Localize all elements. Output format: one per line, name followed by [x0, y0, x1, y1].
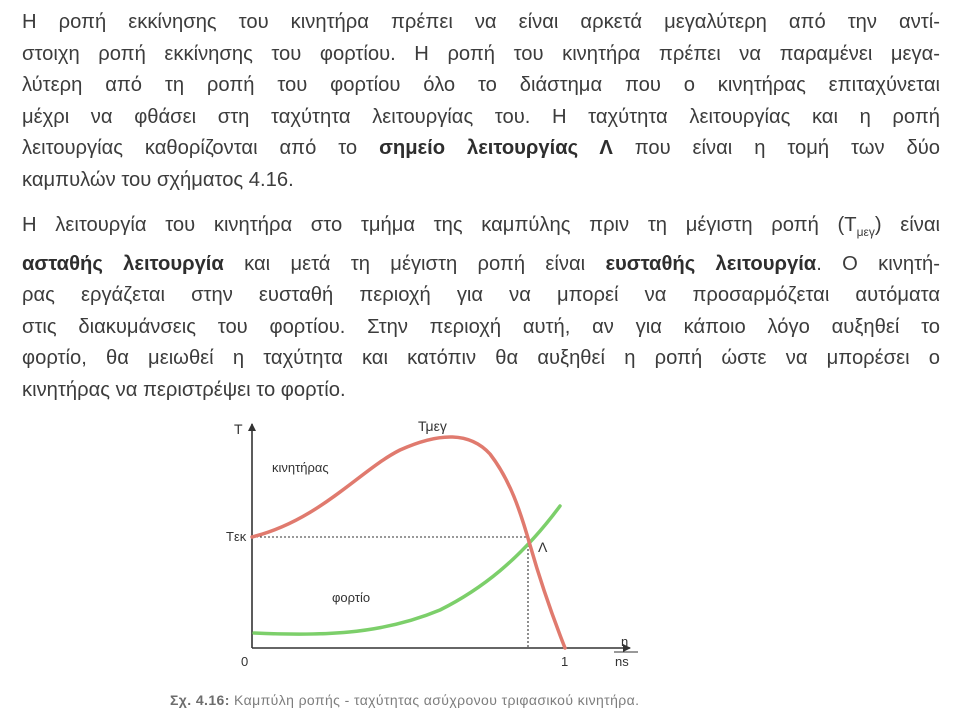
text-span: και μετά τη μέγιστη ροπή είναι — [223, 252, 606, 275]
text-line — [22, 249, 940, 281]
text-line: καμπυλών του σχήματος 4.16. — [22, 168, 294, 191]
operating-point-label: Λ — [538, 539, 548, 555]
bold-term-unstable: ασταθής λειτουργία — [22, 252, 224, 275]
text-line — [22, 210, 940, 249]
bold-term-operating-point: σημείο λειτουργίας Λ — [379, 137, 613, 159]
load-label: φορτίο — [332, 590, 371, 605]
torque-speed-diagram — [200, 410, 680, 690]
text-line: στοιχη ροπή εκκίνησης του φορτίου. Η ροπή του κινητήρα πρέπει να παραμένει μεγα- — [22, 42, 940, 65]
text-line — [22, 133, 940, 165]
paragraph-2 — [22, 210, 940, 406]
text-line: ρας εργάζεται στην ευσταθή περιοχή για να μπορεί να προσαρμόζεται αυτόματα — [22, 284, 940, 306]
x-axis-label-num: n — [621, 634, 629, 649]
torque-speed-figure — [200, 410, 680, 690]
text-span: Η λειτουργία του κινητήρα στο τμήμα της καμπύλης πριν τη μέγιστη ροπή (T — [22, 214, 857, 236]
origin-label: 0 — [241, 654, 249, 669]
text-line: μέχρι να φθάσει στη ταχύτητα λειτουργίας του. Η ταχύτητα λειτουργίας και η ροπή — [22, 105, 940, 128]
caption-number: Σχ. 4.16: — [170, 692, 230, 708]
text-line: λύτερη από τη ροπή του φορτίου όλο το διάστημα που ο κινητήρας επιταχύνεται — [22, 74, 940, 96]
text-line: κινητήρας να περιστρέψει το φορτίο. — [22, 378, 346, 401]
paragraph-1 — [22, 7, 940, 196]
motor-label: κινητήρας — [272, 460, 329, 475]
text-span: που είναι η τομή των δύο — [612, 137, 940, 159]
start-torque-label: Tεκ — [226, 529, 247, 544]
tmax-label: Τμεγ — [418, 418, 447, 434]
subscript-meg: μεγ — [856, 225, 875, 239]
text-span: λειτουργίας καθορίζονται από το — [22, 137, 380, 159]
text-span: . Ο κινητή- — [816, 252, 940, 275]
text-line: φορτίο, θα μειωθεί η ταχύτητα και κατόπιν θα αυξηθεί η ροπή ώστε να μπορέσει ο — [22, 347, 940, 369]
text-line: στις διακυμάνσεις του φορτίου. Στην περιοχή αυτή, αν για κάποιο λόγο αυξηθεί το — [22, 315, 940, 338]
y-axis-label: T — [234, 421, 243, 437]
bold-term-stable: ευσταθής λειτουργία — [605, 252, 817, 275]
figure-caption — [170, 692, 639, 708]
text-span: ) είναι — [874, 214, 941, 236]
caption-text: Καμπύλη ροπής - ταχύτητας ασύχρονου τριφασικού κινητήρα. — [229, 692, 640, 708]
text-line: Η ροπή εκκίνησης του κινητήρα πρέπει να είναι αρκετά μεγαλύτερη από την αντί- — [22, 11, 940, 33]
x-tick-one-label: 1 — [561, 654, 569, 669]
x-axis-label-den: ns — [615, 654, 629, 669]
load-curve — [254, 506, 560, 634]
